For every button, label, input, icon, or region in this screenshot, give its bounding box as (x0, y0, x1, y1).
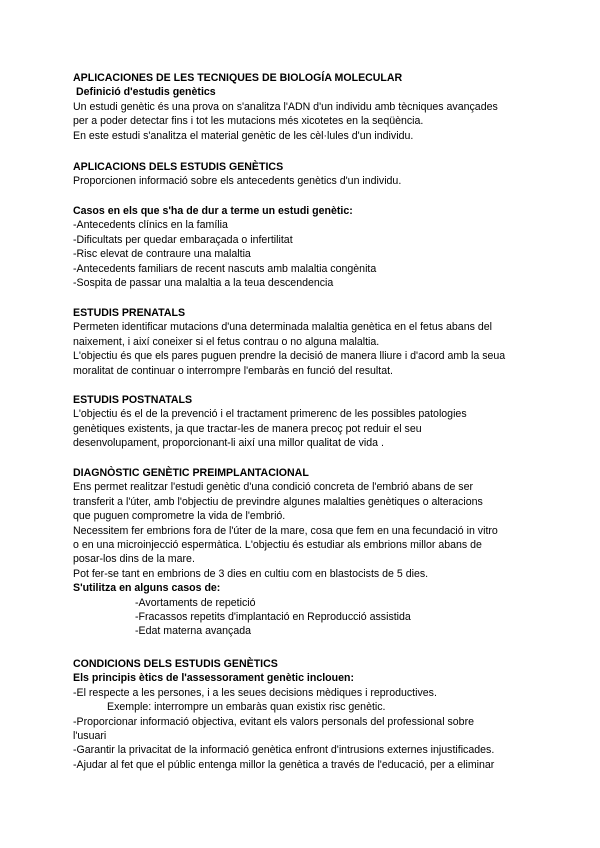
list-item: -Avortaments de repetició (135, 596, 256, 609)
paragraph-line: posar-los dins de la mare. (73, 553, 195, 566)
paragraph-line: Proporcionen informació sobre els antecedents genètics d'un individu. (73, 175, 402, 188)
paragraph-line: l'usuari (73, 730, 107, 743)
heading-prenatals: ESTUDIS PRENATALS (73, 307, 186, 319)
section-condicions (73, 657, 543, 772)
heading-casos: Casos en els que s'ha de dur a terme un estudi genètic: (73, 205, 353, 217)
list-item: -Antecedents clínics en la família (73, 219, 228, 232)
section-definicio (73, 71, 543, 143)
list-item: -Dificultats per quedar embaraçada o infertilitat (73, 233, 293, 246)
paragraph-line: o en una microinjecció espermàtica. L'objectiu és estudiar als embrions millor abans de (73, 539, 482, 552)
list-item: -Risc elevat de contraure una malaltia (73, 248, 251, 261)
heading-postnatals: ESTUDIS POSTNATALS (73, 394, 193, 406)
section-diagnostic (73, 466, 543, 639)
paragraph-line: Permeten identificar mutacions d'una determinada malaltia genètica en el fetus abans del (73, 321, 492, 334)
section-casos (73, 204, 543, 290)
section-prenatals (73, 306, 543, 378)
paragraph-line: L'objectiu és el de la prevenció i el tractament primerenc de les possibles patologies (73, 408, 467, 421)
paragraph-line: Ens permet realitzar l'estudi genètic d'una condició concreta de l'embrió abans de ser (73, 481, 474, 494)
paragraph-line: moralitat de continuar o interrompre l'embaràs en funció del resultat. (73, 364, 393, 377)
example-line: Exemple: interrompre un embaràs quan existix risc genètic. (107, 701, 386, 714)
paragraph-line: naixement, i així coneixer si el fetus contrau o no alguna malaltia. (73, 335, 380, 348)
document-title: APLICACIONES DE LES TECNIQUES DE BIOLOGÍA MOLECULAR (73, 72, 403, 84)
paragraph-line: L'objectiu és que els pares puguen prendre la decisió de manera lliure i d'acord amb la seua (73, 350, 506, 363)
paragraph-line: per a poder detectar fins i tot les mutacions més xicotetes en la seqüència. (73, 115, 424, 128)
list-item: -Antecedents familiars de recent nascuts amb malaltia congènita (73, 262, 377, 275)
heading-definicio: Definició d'estudis genètics (76, 86, 216, 99)
paragraph-line: Pot fer-se tant en embrions de 3 dies en cultiu com en blastocists de 5 dies. (73, 567, 429, 580)
paragraph-line: -Ajudar al fet que el públic entenga millor la genètica a través de l'educació, per a eliminar (73, 758, 495, 771)
list-item: -Sospita de passar una malaltia a la teua descendencia (73, 277, 334, 290)
heading-aplicacions: APLICACIONS DELS ESTUDIS GENÈTICS (73, 161, 284, 173)
list-item: -Fracassos repetits d'implantació en Reproducció assistida (135, 611, 411, 624)
paragraph-line: -Garantir la privacitat de la informació genètica enfront d'intrusions externes injustificades. (73, 744, 495, 757)
paragraph-line: Necessitem fer embrions fora de l'úter de la mare, cosa que fem en una fecundació in vitro (73, 524, 498, 537)
heading-diagnostic: DIAGNÒSTIC GENÈTIC PREIMPLANTACIONAL (73, 467, 309, 479)
subheading-casos-us: S'utilitza en alguns casos de: (73, 582, 221, 595)
section-aplicacions (73, 160, 543, 189)
section-postnatals (73, 393, 543, 451)
paragraph-line: que puguen comprometre la vida de l'embrió. (73, 510, 286, 523)
heading-condicions: CONDICIONS DELS ESTUDIS GENÈTICS (73, 658, 278, 670)
paragraph-line: En este estudi s'analitza el material genètic de les cèl·lules d'un individu. (73, 129, 414, 142)
list-item: -Edat materna avançada (135, 625, 252, 638)
paragraph-line: Un estudi genètic és una prova on s'analitza l'ADN d'un individu amb tècniques avançades (73, 100, 498, 113)
paragraph-line: desenvolupament, proporcionant-li així una millor qualitat de vida . (73, 437, 384, 450)
paragraph-line: transferit a l'úter, amb l'objectiu de previndre algunes malalties genètiques o alteracions (73, 495, 483, 508)
paragraph-line: -Proporcionar informació objectiva, evitant els valors personals del professional sobre (73, 715, 474, 728)
paragraph-line: genètiques existents, ja que tractar-les de manera precoç pot reduir el seu (73, 422, 422, 435)
subheading-principis: Els principis ètics de l'assessorament genètic inclouen: (73, 672, 354, 685)
paragraph-line: -El respecte a les persones, i a les seues decisions mèdiques i reproductives. (73, 686, 437, 699)
